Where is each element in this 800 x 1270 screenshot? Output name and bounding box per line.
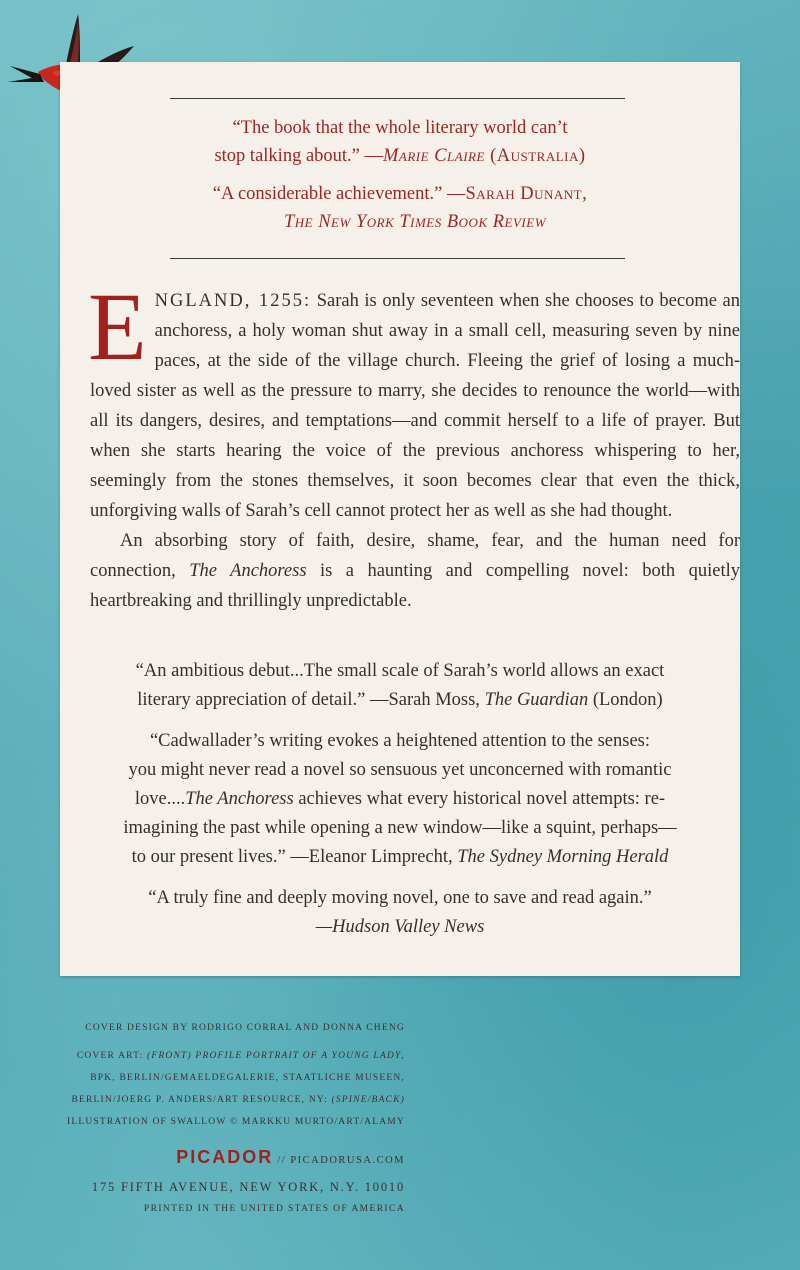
review-quote-3-line1: “A truly fine and deeply moving novel, one to save and read again.” [148, 888, 652, 908]
swallow-illustration-credit: ILLUSTRATION OF SWALLOW © MARKKU MURTO/ART/ALAMY [66, 1117, 405, 1127]
praise-quote-2-author: Sarah Dunant, [465, 184, 588, 204]
praise-quote-1-source-suffix: (Australia) [484, 146, 586, 166]
publisher-info [62, 1144, 405, 1218]
cover-art-front: (FRONT) PROFILE PORTRAIT OF A YOUNG LADY [147, 1051, 402, 1061]
cover-art-line3: BERLIN/JOERG P. ANDERS/ART RESOURCE, NY: [71, 1095, 332, 1105]
review-quote-2-publication: The Sydney Morning Herald [457, 847, 669, 867]
synopsis-paragraph-1 [88, 273, 740, 526]
praise-quote-1-line1: “The book that the whole literary world can’t [232, 118, 568, 138]
praise-quote-1 [60, 114, 740, 170]
review-quote-1-line2: literary appreciation of detail.” —Sarah Moss, [137, 690, 485, 710]
review-quote-1-location: (London) [588, 690, 663, 710]
cover-art-line2: BPK, BERLIN/GEMAELDEGALERIE, STAATLICHE MUSEEN, [90, 1073, 405, 1083]
synopsis-paragraph-2 [90, 526, 740, 616]
review-quote-2-line4: imagining the past while opening a new window—like a squint, perhaps— [123, 818, 677, 838]
praise-quote-1-source: Marie Claire [383, 146, 485, 166]
top-rule [170, 98, 625, 99]
bottom-rule [170, 258, 625, 259]
cover-art-spine: (SPINE/BACK) [331, 1095, 405, 1105]
review-quote-1-line1: “An ambitious debut...The small scale of Sarah’s world allows an exact [135, 661, 665, 681]
book-title: The Anchoress [185, 789, 294, 809]
review-quote-1-publication: The Guardian [484, 690, 589, 710]
review-quote-3-source: —Hudson Valley News [315, 917, 485, 937]
synopsis-lead: NGLAND, 1255: [154, 291, 312, 311]
publisher-website: PICADORUSA.COM [290, 1155, 405, 1166]
comma: , [401, 1051, 405, 1061]
printed-notice: PRINTED IN THE UNITED STATES OF AMERICA [143, 1204, 405, 1214]
review-quote-2 [60, 727, 740, 872]
cover-credits [62, 1017, 405, 1133]
review-quote-2-line3-end: achieves what every historical novel attempts: re- [293, 789, 666, 809]
review-quote-2-line2: you might never read a novel so sensuous yet unconcerned with romantic [128, 760, 672, 780]
synopsis-text: Sarah is only seventeen when she chooses to become an anchoress, a holy woman shut away in a small cell, measuring seven by nine paces, at the side of the village church. Fleeing the grief of losing a much-loved sister as well as the pressure to marry, she decides to renounce the world—with all its dangers, desires, and temptations—and commit herself to a life of prayer. But when she starts hearing the voice of the previous anchoress whispering to her, seemingly from the stones themselves, it soon becomes clear that even the thick, unforgiving walls of Sarah’s cell cannot protect her as well as she had thought. [90, 291, 740, 521]
review-quote-2-line1: “Cadwallader’s writing evokes a heightened attention to the senses: [149, 731, 651, 751]
synopsis [88, 273, 740, 616]
praise-quote-2-text: “A considerable achievement.” [212, 184, 443, 204]
dash: — [359, 146, 384, 166]
praise-quote-2-publication: The New York Times Book Review [283, 212, 547, 232]
praise-quote-1-line2: stop talking about.” [214, 146, 360, 166]
review-quote-3 [60, 884, 740, 942]
synopsis-p2-text: An absorbing story of faith, desire, shame, fear, and the human need for connection, [90, 531, 740, 581]
drop-cap: E [88, 273, 147, 380]
cover-design-credit: COVER DESIGN BY RODRIGO CORRAL AND DONNA CHENG [85, 1023, 405, 1033]
publisher-logo: PICADOR [176, 1147, 274, 1167]
praise-quote-2 [60, 180, 740, 236]
review-quote-1 [60, 657, 740, 715]
dash: — [442, 184, 466, 204]
review-quote-2-line5: to our present lives.” —Eleanor Limprecht, [131, 847, 458, 867]
cover-art-label: COVER ART: [76, 1051, 148, 1061]
separator: // [273, 1155, 291, 1166]
review-quote-2-line3: love.... [134, 789, 186, 809]
synopsis-p2-text-end: is a haunting and compelling novel: both quietly heartbreaking and thrillingly unpredictable. [90, 561, 740, 611]
book-title: The Anchoress [189, 561, 307, 581]
publisher-address: 175 FIFTH AVENUE, NEW YORK, N.Y. 10010 [91, 1180, 405, 1194]
